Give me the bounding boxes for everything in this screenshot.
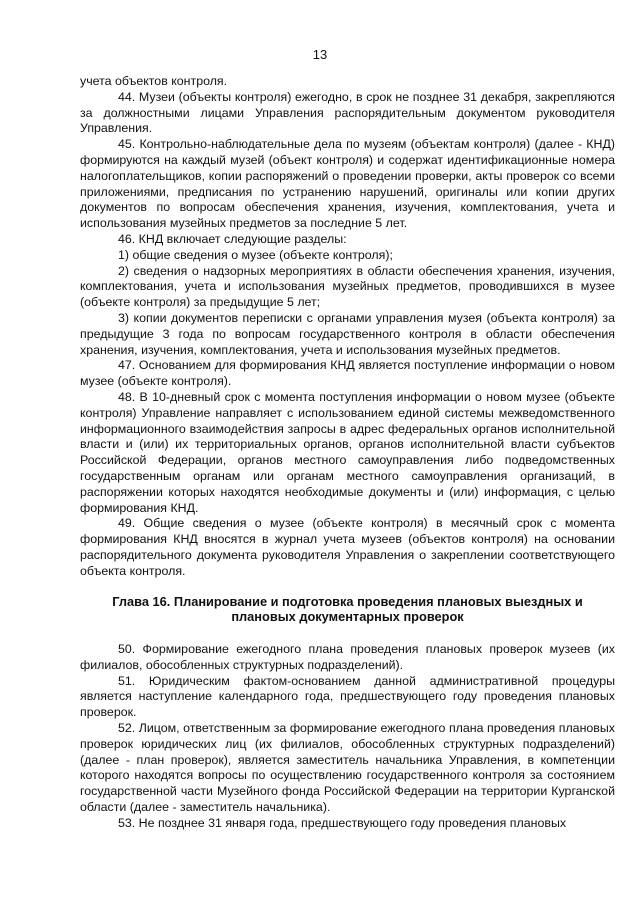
paragraph: 52. Лицом, ответственным за формирование ежегодного плана проведения плановых проверок юридических лиц (их филиалов, обособленных структурных подразделений) (далее - план проверок), является заместитель начальника Управления, в компетенции которого находятся вопросы по осуществлению государственного контроля за состоянием государственной части Музейного фонда Российской Федерации на территории Курганской области (далее - заместитель начальника). bbox=[80, 721, 615, 815]
paragraph: 50. Формирование ежегодного плана проведения плановых проверок музеев (их филиалов, обособленных структурных подразделений). bbox=[80, 642, 615, 672]
chapter-heading: Глава 16. Планирование и подготовка проведения плановых выездных и плановых документарных проверок bbox=[112, 593, 583, 625]
paragraph: 47. Основанием для формирования КНД является поступление информации о новом музее (объекте контроля). bbox=[80, 358, 615, 389]
paragraph: 44. Музеи (объекты контроля) ежегодно, в срок не позднее 31 декабря, закрепляются за должностными лицами Управления распорядительным документом руководителя Управления. bbox=[80, 89, 615, 136]
paragraph: 48. В 10-дневный срок с момента поступления информации о новом музее (объекте контроля) Управление направляет с использованием единой системы межведомственного информационного взаимодействия запросы в адрес федеральных органов исполнительной власти и (или) их территориальных органов, органов исполнительной власти субъектов Российской Федерации, органов местного самоуправления либо подведомственных государственным органам или органам местного самоуправления организаций, в распоряжении которых находятся необходимые документы и (или) информация, с целью формирования КНД. bbox=[80, 389, 615, 515]
paragraph: 51. Юридическим фактом-основанием данной административной процедуры является наступление календарного года, предшествующего году проведения плановых проверок. bbox=[80, 673, 615, 720]
paragraph-continuation: учета объектов контроля. bbox=[80, 74, 228, 88]
paragraph: 1) общие сведения о музее (объекте контроля); bbox=[118, 247, 393, 262]
page-number: 13 bbox=[312, 47, 328, 62]
paragraph: 49. Общие сведения о музее (объекте контроля) в месячный срок с момента формирования КНД вносятся в журнал учета музеев (объектов контроля) на основании распорядительного документа руководителя Управления о закреплении соответствующего объекта контроля. bbox=[80, 516, 615, 578]
paragraph: 53. Не позднее 31 января года, предшествующего году проведения плановых bbox=[118, 815, 567, 830]
paragraph: 2) сведения о надзорных мероприятиях в области обеспечения хранения, изучения, комплектования, учета и использования музейных предметов, проводившихся в музее (объекте контроля) за предыдущие 5 лет; bbox=[80, 263, 615, 310]
paragraph: 45. Контрольно-наблюдательные дела по музеям (объектам контроля) (далее - КНД) формируются на каждый музей (объект контроля) и содержат идентификационные номера налогоплательщиков, копии распоряжений о проведении проверки, акты проверок со всеми приложениями, предписания по устранению нарушений, оригиналы или копии других документов по вопросам обеспечения хранения, изучения, комплектования, учета и использования музейных предметов за последние 5 лет. bbox=[80, 137, 615, 231]
paragraph: 3) копии документов переписки с органами управления музея (объекта контроля) за предыдущие 3 года по вопросам государственного контроля в области обеспечения хранения, изучения, комплектования, учета и использования музейных предметов. bbox=[80, 310, 615, 357]
paragraph: 46. КНД включает следующие разделы: bbox=[118, 231, 347, 246]
document-body bbox=[80, 74, 615, 832]
